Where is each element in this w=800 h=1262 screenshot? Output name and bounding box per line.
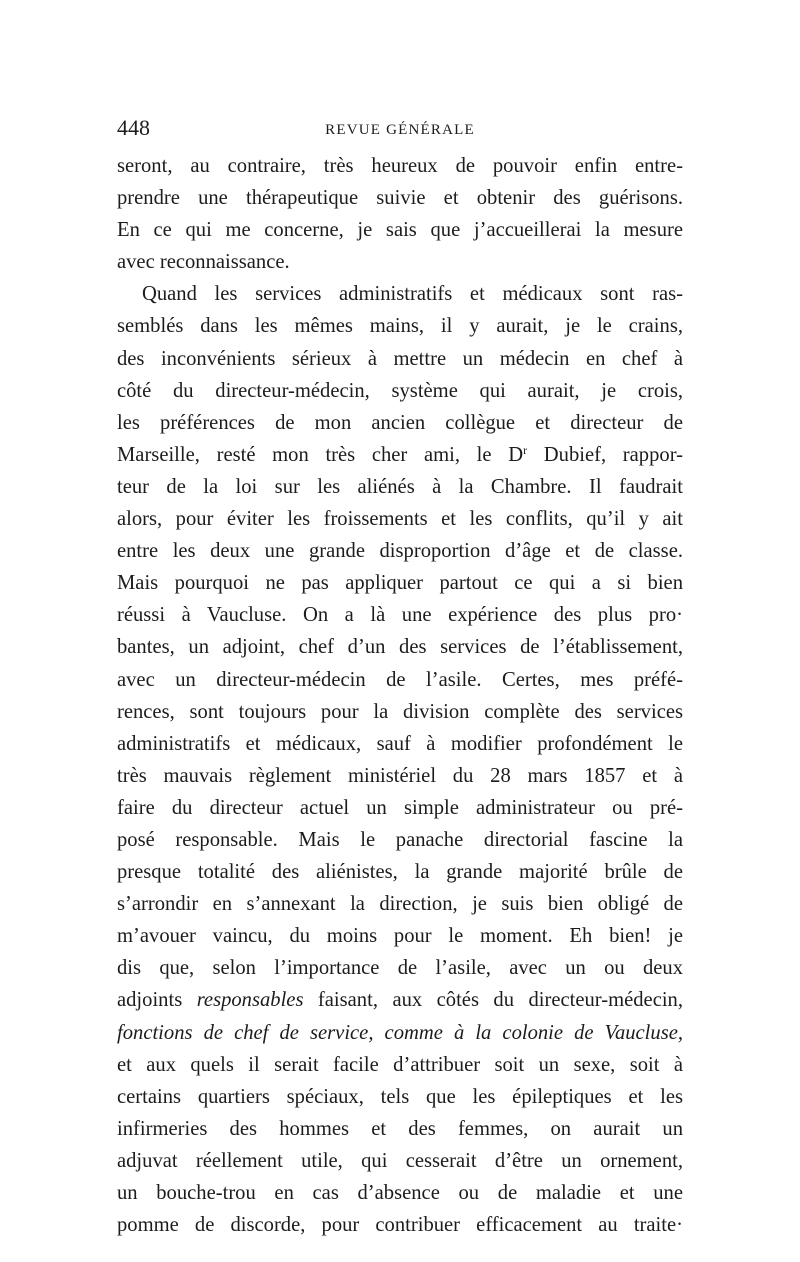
running-head — [117, 113, 683, 143]
text-line: réussi à Vaucluse. On a là une expérience des plus pro· — [117, 604, 683, 627]
text-line: avec un directeur-médecin de l’asile. Certes, mes préfé- — [117, 668, 683, 691]
text-line: Mais pourquoi ne pas appliquer partout ce qui a si bien — [117, 572, 683, 595]
text-line: En ce qui me concerne, je sais que j’accueillerai la mesure — [117, 219, 683, 242]
text-line: très mauvais règlement ministériel du 28 mars 1857 et à — [117, 764, 683, 787]
text-line: posé responsable. Mais le panache directorial fascine la — [117, 828, 683, 851]
text-line: des inconvénients sérieux à mettre un médecin en chef à — [117, 347, 683, 370]
text-line: Quand les services administratifs et médicaux sont ras- — [142, 283, 683, 306]
text-line: dis que, selon l’importance de l’asile, avec un ou deux — [117, 957, 683, 980]
text-line: et aux quels il serait facile d’attribuer soit un sexe, soit à — [117, 1053, 683, 1076]
text-line: rences, sont toujours pour la division complète des services — [117, 700, 683, 723]
page-number: 448 — [117, 115, 150, 140]
text-line: côté du directeur-médecin, système qui aurait, je crois, — [117, 379, 683, 402]
text-line: pomme de discorde, pour contribuer efficacement au traite· — [117, 1214, 683, 1237]
text-line — [117, 984, 683, 1016]
italic-text: responsables — [196, 989, 304, 1012]
text-fragment: Marseille, resté mon très cher ami, le D — [117, 443, 524, 466]
italic-text: fonctions de chef de service, comme à la colonie de Vaucluse, — [117, 1021, 683, 1044]
text-line: certains quartiers spéciaux, tels que les épileptiques et les — [117, 1085, 683, 1108]
text-line: entre les deux une grande disproportion d’âge et de classe. — [117, 540, 683, 563]
text-line: m’avouer vaincu, du moins pour le moment. Eh bien! je — [117, 925, 683, 948]
text-line: teur de la loi sur les aliénés à la Chambre. Il faudrait — [117, 475, 683, 498]
body-text — [117, 150, 683, 1241]
running-title: REVUE GÉNÉRALE — [325, 122, 475, 138]
text-line: les préférences de mon ancien collègue et directeur de — [117, 411, 683, 434]
text-line: adjuvat réellement utile, qui cesserait d’être un ornement, — [117, 1149, 683, 1172]
text-line: seront, au contraire, très heureux de pouvoir enfin entre- — [117, 155, 683, 177]
text-fragment: adjoints — [117, 989, 197, 1012]
text-line — [117, 1017, 683, 1049]
superscript: r — [523, 442, 528, 457]
text-fragment: Dubief, rappor- — [527, 443, 683, 466]
text-line: bantes, un adjoint, chef d’un des services de l’établissement, — [117, 636, 683, 659]
text-line: s’arrondir en s’annexant la direction, je suis bien obligé de — [117, 893, 683, 916]
text-line: administratifs et médicaux, sauf à modifier profondément le — [117, 732, 683, 755]
text-line: avec reconnaissance. — [117, 251, 290, 274]
text-line: presque totalité des aliénistes, la grande majorité brûle de — [117, 861, 683, 884]
text-line: un bouche-trou en cas d’absence ou de maladie et une — [117, 1182, 683, 1204]
text-line: semblés dans les mêmes mains, il y aurait, je le crains, — [117, 315, 683, 338]
text-line — [117, 439, 683, 471]
text-line: prendre une thérapeutique suivie et obtenir des guérisons. — [117, 187, 683, 210]
text-line: infirmeries des hommes et des femmes, on aurait un — [117, 1117, 683, 1140]
text-fragment: faisant, aux côtés du directeur-médecin, — [303, 989, 684, 1012]
text-line: alors, pour éviter les froissements et les conflits, qu’il y ait — [117, 508, 683, 531]
text-line: faire du directeur actuel un simple administrateur ou pré- — [117, 796, 683, 819]
